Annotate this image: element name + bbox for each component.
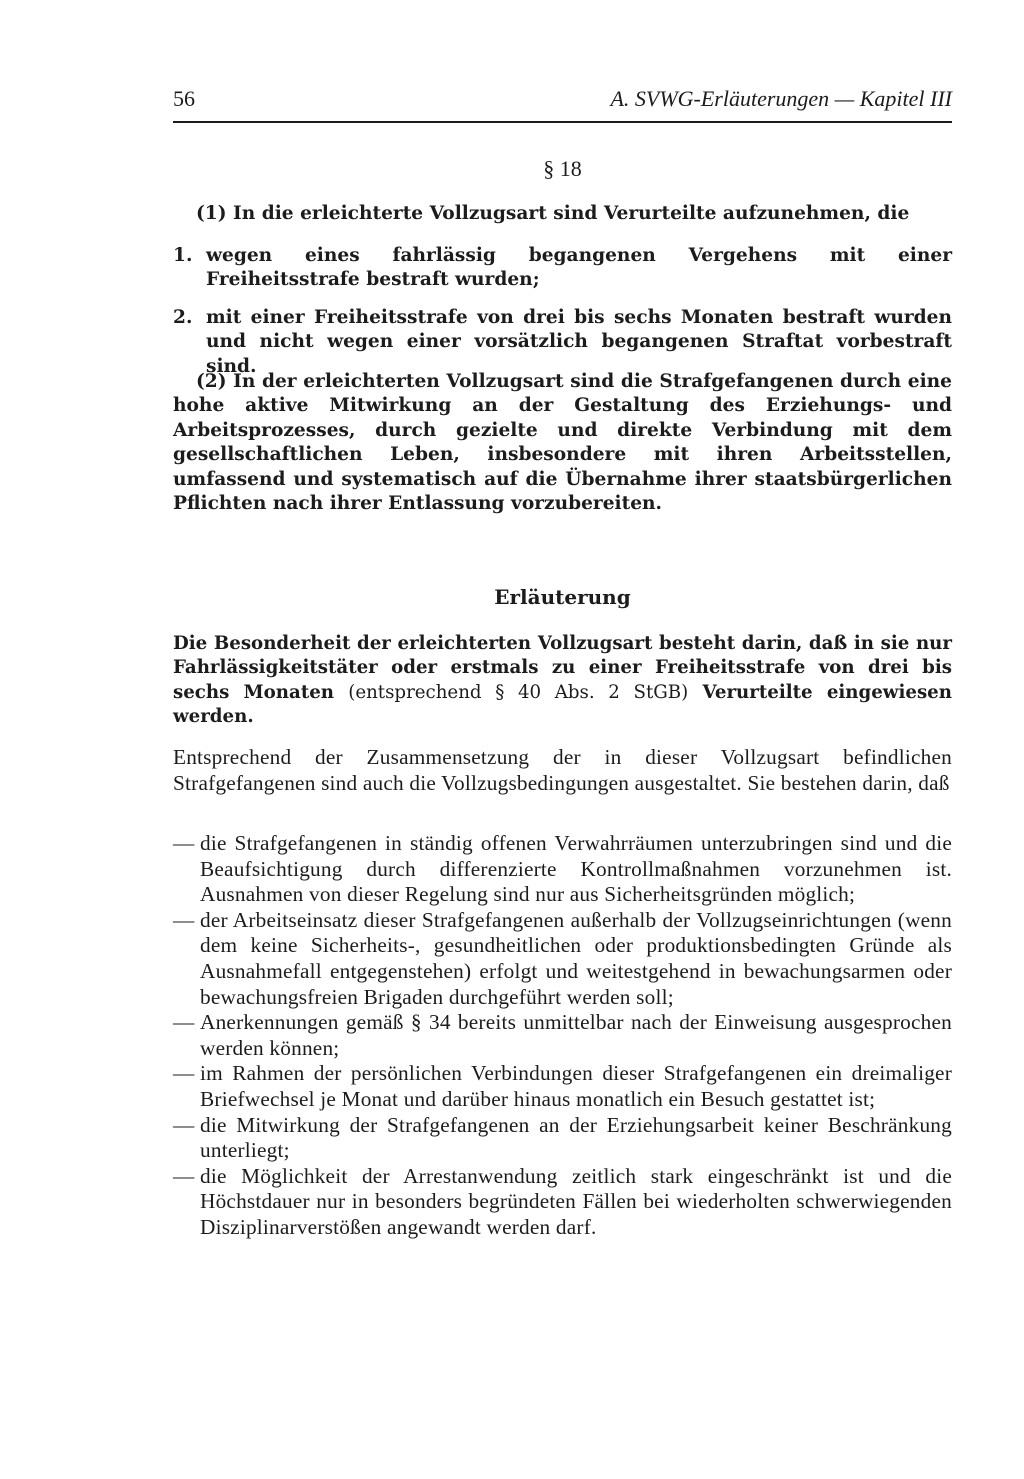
dash-marker: — (173, 907, 195, 932)
list-item (173, 1113, 952, 1164)
header-rule (173, 121, 952, 123)
numbered-item-1 (173, 244, 952, 293)
explanation-heading: Erläuterung (494, 585, 631, 609)
list-item (173, 908, 952, 1010)
dash-marker: — (173, 1112, 195, 1137)
dash-marker: — (173, 1061, 195, 1086)
dash-marker: — (173, 831, 195, 855)
list-item (173, 1010, 952, 1061)
section-intro: (1) In die erleichterte Vollzugsart sind Verurteilte aufzunehmen, die (196, 203, 910, 224)
page-header (173, 86, 952, 114)
conditions-list (173, 831, 952, 1241)
section-title: § 18 (543, 156, 582, 181)
list-item (173, 831, 952, 908)
page-number: 56 (173, 86, 195, 111)
lead-text-2: Verurteilte eingewiesen werden. (173, 681, 952, 728)
list-item (173, 1061, 952, 1112)
item-text: wegen eines fahrlässig begangenen Vergehens mit einer Freiheitsstrafe bestraft wurden; (206, 245, 952, 291)
list-item-text: die Mitwirkung der Strafgefangenen an der Erziehungsarbeit keiner Beschränkung unterliegt; (200, 1112, 952, 1163)
running-title: A. SVWG-Erläuterungen — Kapitel III (610, 86, 952, 111)
dash-marker: — (173, 1010, 195, 1035)
section-paragraph-2: (2) In der erleichterten Vollzugsart sind die Strafgefangenen durch eine hohe aktive Mitwirkung an der Gestaltung des Erziehungs- und Arbeitsprozesses, durch gezielte und direkte Verbindung mit dem gesellschaftlichen Leben, insbesondere mit ihren Arbeitsstellen, umfassend und systematisch auf die Übernahme ihrer staatsbürgerlichen Pflichten nach ihrer Entlassung vorzubereiten. (173, 371, 952, 515)
explanation-body: Entsprechend der Zusammensetzung der in dieser Vollzugsart befindlichen Strafgefangenen sind auch die Vollzugsbedingungen ausgestaltet. Sie bestehen darin, daß (173, 745, 952, 795)
item-text: mit einer Freiheitsstrafe von drei bis sechs Monaten bestraft wurden und nicht wegen einer vorsätzlich begangenen Straftat vorbestraft sind. (206, 307, 952, 377)
list-item-text: im Rahmen der persönlichen Verbindungen dieser Strafgefangenen ein dreimaliger Briefwechsel je Monat und darüber hinaus monatlich ein Besuch gestattet ist; (200, 1061, 952, 1111)
lead-text-1: Die Besonderheit der erleichterten Vollzugsart besteht darin, daß in sie nur Fahrlässigkeitstäter oder erstmals zu einer Freiheitsstrafe von drei bis sechs Monaten (173, 633, 952, 703)
list-item (173, 1164, 952, 1241)
item-number: 2. (173, 307, 193, 328)
explanation-lead (173, 632, 952, 730)
numbered-item-2 (173, 306, 952, 379)
list-item-text: die Möglichkeit der Arrestanwendung zeitlich stark eingeschränkt ist und die Höchstdauer nur in besonders begründeten Fällen bei wiederholten schwerwiegenden Disziplinarverstößen angewandt werden darf. (200, 1163, 952, 1239)
lead-reference: (entsprechend § 40 Abs. 2 StGB) (348, 681, 689, 703)
list-item-text: Anerkennungen gemäß § 34 bereits unmittelbar nach der Einweisung ausgesprochen werden können; (200, 1010, 952, 1060)
list-item-text: der Arbeitseinsatz dieser Strafgefangenen außerhalb der Vollzugseinrichtungen (wenn dem keine Sicherheits-, gesundheitlichen oder produktionsbedingten Gründe als Ausnahmefall entgegenstehen) erfolgt und weitestgehend in bewachungsarmen oder bewachungsfreien Brigaden durchgeführt werden soll; (200, 907, 952, 1009)
list-item-text: die Strafgefangenen in ständig offenen Verwahrräumen unterzubringen sind und die Beaufsichtigung durch differenzierte Kontrollmaßnahmen vorzunehmen ist. Ausnahmen von dieser Regelung sind nur aus Sicherheitsgründen möglich; (200, 831, 952, 907)
dash-marker: — (173, 1163, 195, 1188)
item-number: 1. (173, 245, 193, 266)
